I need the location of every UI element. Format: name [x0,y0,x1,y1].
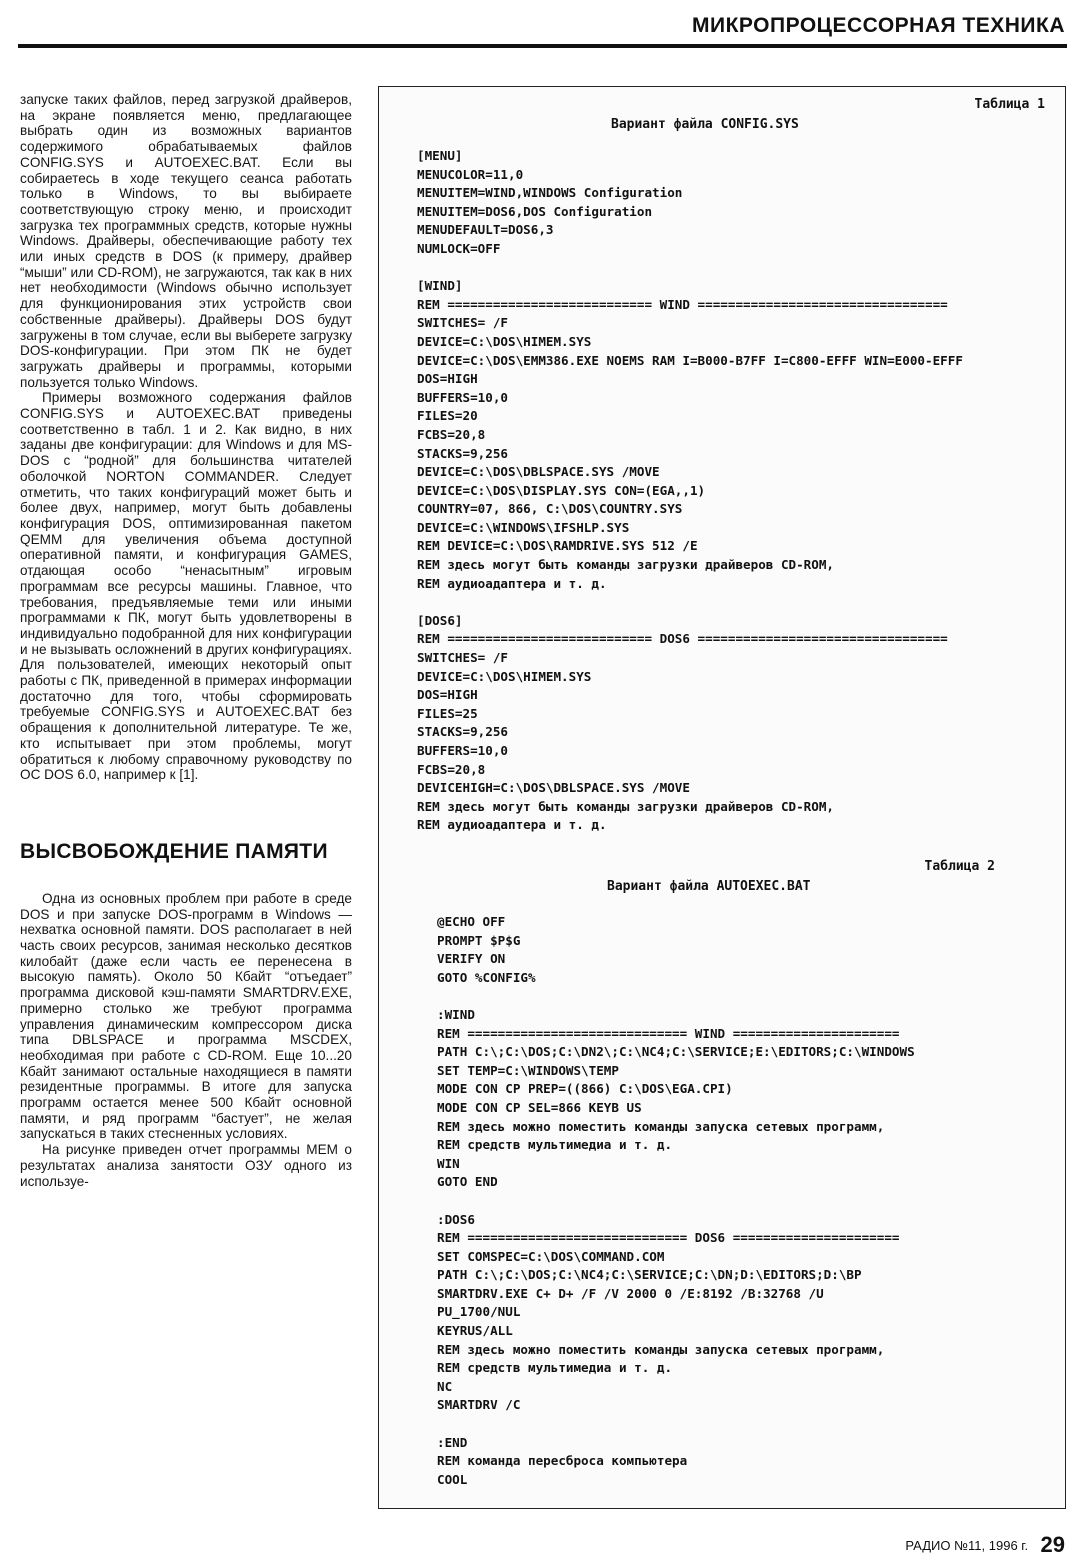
section-header: МИКРОПРОЦЕССОРНАЯ ТЕХНИКА [692,14,1065,37]
config-sys-listing: [MENU] MENUCOLOR=11,0 MENUITEM=WIND,WINDOWS Configuration MENUITEM=DOS6,DOS Configuration MENUDEFAULT=DOS6,3 NUMLOCK=OFF [WIND] REM =========================== WIND ================================= SWITCHES= /F DEVICE=C:\DOS\HIMEM.SYS DEVICE=C:\DOS\EMM386.EXE NOEMS RAM I=B000-B7FF I=C800-EFFF WIN=E000-EFFF DOS=HIGH BUFFERS=10,0 FILES=20 FCBS=20,8 STACKS=9,256 DEVICE=C:\DOS\DBLSPACE.SYS /MOVE DEVICE=C:\DOS\DISPLAY.SYS CON=(EGA,,1) COUNTRY=07, 866, C:\DOS\COUNTRY.SYS DEVICE=C:\WINDOWS\IFSHLP.SYS REM DEVICE=C:\DOS\RAMDRIVE.SYS 512 /E REM здесь могут быть команды загрузки драйверов CD-ROM, REM аудиоадаптера и т. д. [DOS6] REM =========================== DOS6 ================================= SWITCHES= /F DEVICE=C:\DOS\HIMEM.SYS DOS=HIGH FILES=25 STACKS=9,256 BUFFERS=10,0 FCBS=20,8 DEVICEHIGH=C:\DOS\DBLSPACE.SYS /MOVE REM здесь могут быть команды загрузки драйверов CD-ROM, REM аудиоадаптера и т. д. [417,148,963,833]
header-rule [18,44,1067,48]
autoexec-bat-listing: @ECHO OFF PROMPT $P$G VERIFY ON GOTO %CONFIG% :WIND REM ============================= WIND ====================== PATH C:\;C:\DOS;C:\DN2\;C:\NC4;C:\SERVICE;E:\EDITORS;C:\WINDOWS SET TEMP=C:\WINDOWS\TEMP MODE CON CP PREP=((866) C:\DOS\EGA.CPI) MODE CON CP SEL=866 KEYB US REM здесь можно поместить команды запуска сетевых программ, REM средств мультимедиа и т. д. WIN GOTO END :DOS6 REM ============================= DOS6 ====================== SET COMSPEC=C:\DOS\COMMAND.COM PATH C:\;C:\DOS;C:\NC4;C:\SERVICE;C:\DN;D:\EDITORS;D:\BP SMARTDRV.EXE C+ D+ /F /V 2000 0 /E:8192 /B:32768 /U PU_1700/NUL KEYRUS/ALL REM здесь можно поместить команды запуска сетевых программ, REM средств мультимедиа и т. д. NC SMARTDRV /C :END REM команда пересброса компьютера COOL [437,914,915,1487]
table-2-caption: Вариант файла AUTOEXEC.BAT [607,879,811,894]
article-text-column [20,92,352,1189]
page-number: 29 [1040,1532,1065,1557]
table-1-label: Таблица 1 [974,97,1045,112]
article-paragraph-3: Одна из основных проблем при работе в среде DOS и при запуске DOS-программ в Windows — нехватка основной памяти. DOS располагает в ней часть своих ресурсов, занимая несколько десятков килобайт (даже если часть ее перенесена в высокую память). Около 50 Кбайт “отъедает” программа дисковой кэш-памяти SMARTDRV.EXE, примерно столько же требуют программа управления динамическим компрессором диска типа DBLSPACE и программа MSCDEX, необходимая при работе с CD-ROM. Еще 10...20 Кбайт занимают остальные находящиеся в памяти резидентные программы. В итоге для запуска программ остается менее 500 Кбайт основной памяти, и ряд программ “бастует”, не желая запускаться в таких стесненных условиях. [20,890,352,1142]
issue-info: РАДИО №11, 1996 г. [905,1538,1029,1553]
table-1-caption: Вариант файла CONFIG.SYS [611,117,799,132]
table-2-label: Таблица 2 [924,859,995,874]
article-paragraph-2: Примеры возможного содержания файлов CONFIG.SYS и AUTOEXEC.BAT приведены соответственно в табл. 1 и 2. Как видно, в них заданы две конфигурации: для Windows и для MS-DOS с “родной” для большинства читателей оболочкой NORTON COMMANDER. Следует отметить, что таких конфигураций может быть и более двух, например, могут быть добавлены конфигурация DOS, оптимизированная пакетом QEMM для увеличения объема доступной оперативной памяти, и конфигурация GAMES, отдающая особо “ненасытным” игровым программам все ресурсы машины. Главное, что требования, предъявляемые теми или иными программами к ПК, могут быть удовлетворены в индивидуально подобранной для них конфигурации и не вызывать осложнений в других конфигурациях. Для пользователей, имеющих некоторый опыт работы с ПК, приведенной в примерах информации достаточно для того, чтобы сформировать требуемые CONFIG.SYS и AUTOEXEC.BAT без обращения к дополнительной литературе. Те же, кто испытывает при этом проблемы, могут обратиться к любому справочному руководству по ОС DOS 6.0, например к [1]. [20,390,352,783]
listings-box [378,86,1066,1509]
article-paragraph-1: запуске таких файлов, перед загрузкой драйверов, на экране появляется меню, предлагающее выбрать один из возможных вариантов содержимого обрабатываемых файлов CONFIG.SYS и AUTOEXEC.BAT. Если вы собираетесь в ходе текущего сеанса работать только в Windows, то вы выбираете соответствующую строку меню, и происходит загрузка тех программных средств, которые нужны Windows. Драйверы, обеспечивающие работу тех или иных средств в DOS (к примеру, драйвер “мыши” или CD-ROM), не загружаются, так как в них нет необходимости (Windows обычно использует для функционирования этих устройств свои собственные драйверы). Драйверы DOS будут загружены в том случае, если вы выберете загрузку DOS-конфигурации. При этом ПК не будет загружать драйверы и программы, которыми пользуется только Windows. [20,92,352,390]
section-heading: ВЫСВОБОЖДЕНИЕ ПАМЯТИ [20,839,328,863]
article-paragraph-4: На рисунке приведен отчет программы MEM о результатах анализа занятости ОЗУ одного из используе- [20,1142,352,1189]
page-footer [905,1532,1065,1558]
